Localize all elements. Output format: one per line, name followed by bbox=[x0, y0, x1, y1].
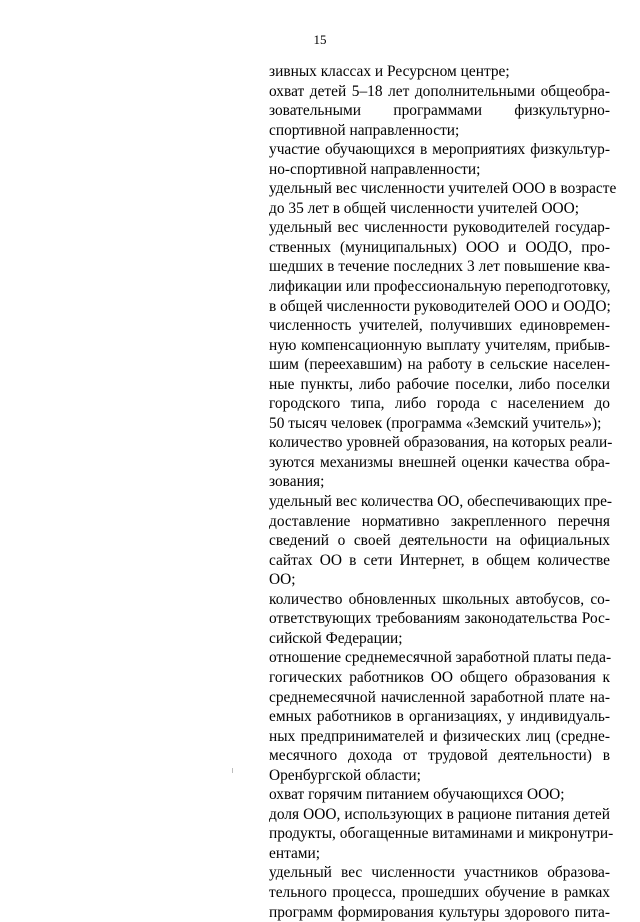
list-item bbox=[269, 62, 610, 82]
text-line: 50 тысяч человек (программа «Земский учитель»); bbox=[269, 414, 602, 432]
list-item bbox=[269, 218, 610, 316]
document-body bbox=[269, 62, 617, 922]
text-line: охват горячим питанием обучающихся ООО; bbox=[269, 786, 565, 804]
text-line: месячного дохода от трудовой деятельности) в bbox=[269, 747, 610, 765]
list-item bbox=[269, 316, 610, 433]
text-line: ственных (муниципальных) ООО и ООДО, про- bbox=[269, 238, 610, 256]
text-line: ОО; bbox=[269, 571, 296, 589]
text-line: ную компенсационную выплату учителям, прибыв- bbox=[269, 336, 610, 354]
list-item bbox=[269, 590, 610, 649]
text-line: участие обучающихся в мероприятиях физкультур- bbox=[269, 141, 610, 159]
margin-mark bbox=[232, 768, 233, 773]
text-line: ответствующих требованиям законодательства Рос- bbox=[269, 610, 610, 628]
text-line: отношение среднемесячной заработной платы педа- bbox=[269, 649, 612, 667]
text-line: шедших в течение последних 3 лет повышение ква- bbox=[269, 258, 610, 276]
text-line: доставление нормативно закрепленного перечня bbox=[269, 512, 610, 530]
text-line: ных предпринимателей и физических лиц (средне- bbox=[269, 727, 610, 745]
text-line: сайтах ОО в сети Интернет, в общем количестве bbox=[269, 551, 610, 569]
text-line: в общей численности руководителей ООО и ООДО; bbox=[269, 297, 611, 315]
text-line: количество обновленных школьных автобусов, со- bbox=[269, 590, 610, 608]
text-line: сведений о своей деятельности на официальных bbox=[269, 532, 610, 550]
text-line: ентами; bbox=[269, 844, 321, 862]
text-line: зования; bbox=[269, 473, 325, 491]
text-line: среднемесячной начисленной заработной плате на- bbox=[269, 688, 610, 706]
text-line: численность учителей, получивших единовремен- bbox=[269, 317, 610, 335]
list-item bbox=[269, 863, 610, 922]
text-line: городского типа, либо города с населением до bbox=[269, 395, 610, 413]
text-line: лификации или профессиональную переподготовку, bbox=[269, 278, 611, 296]
list-item bbox=[269, 82, 610, 141]
text-line: продукты, обогащенные витаминами и микронутри- bbox=[269, 825, 614, 843]
text-line: до 35 лет в общей численности учителей ООО; bbox=[269, 199, 580, 217]
text-line: шим (переехавшим) на работу в сельские населен- bbox=[269, 356, 610, 374]
list-item bbox=[269, 785, 610, 805]
list-item bbox=[269, 648, 610, 785]
text-line: тельного процесса, прошедших обучение в рамках bbox=[269, 883, 610, 901]
text-line: гогических работников ОО общего образования к bbox=[269, 668, 610, 686]
text-line: количество уровней образования, на которых реали- bbox=[269, 434, 613, 452]
text-line: удельный вес численности учителей ООО в возрасте bbox=[269, 180, 617, 198]
list-item bbox=[269, 805, 614, 864]
text-line: сийской Федерации; bbox=[269, 629, 403, 647]
text-line: удельный вес численности участников образова- bbox=[269, 864, 610, 882]
text-line: Оренбургской области; bbox=[269, 766, 421, 784]
text-line: удельный вес количества ОО, обеспечивающих пре- bbox=[269, 493, 613, 511]
list-item bbox=[269, 492, 613, 590]
text-line: зовательными программами физкультурно- bbox=[269, 102, 610, 120]
page-number: 15 bbox=[313, 32, 327, 47]
list-item bbox=[269, 140, 610, 179]
text-line: ные пункты, либо рабочие поселки, либо поселки bbox=[269, 375, 610, 393]
text-line: удельный вес численности руководителей государ- bbox=[269, 219, 610, 237]
text-line: охват детей 5–18 лет дополнительными общеобра- bbox=[269, 82, 610, 100]
list-item bbox=[269, 179, 617, 218]
list-item bbox=[269, 433, 613, 492]
text-line: программ формирования культуры здорового пита- bbox=[269, 903, 610, 921]
text-line: зуются механизмы внешней оценки качества обра- bbox=[269, 453, 610, 471]
text-line: емных работников в организациях, у индивидуаль- bbox=[269, 708, 610, 726]
text-line: спортивной направленности; bbox=[269, 121, 460, 139]
text-line: но-спортивной направленности; bbox=[269, 160, 481, 178]
text-line: доля ООО, использующих в рационе питания детей bbox=[269, 805, 610, 823]
text-line: зивных классах и Ресурсном центре; bbox=[269, 63, 510, 80]
